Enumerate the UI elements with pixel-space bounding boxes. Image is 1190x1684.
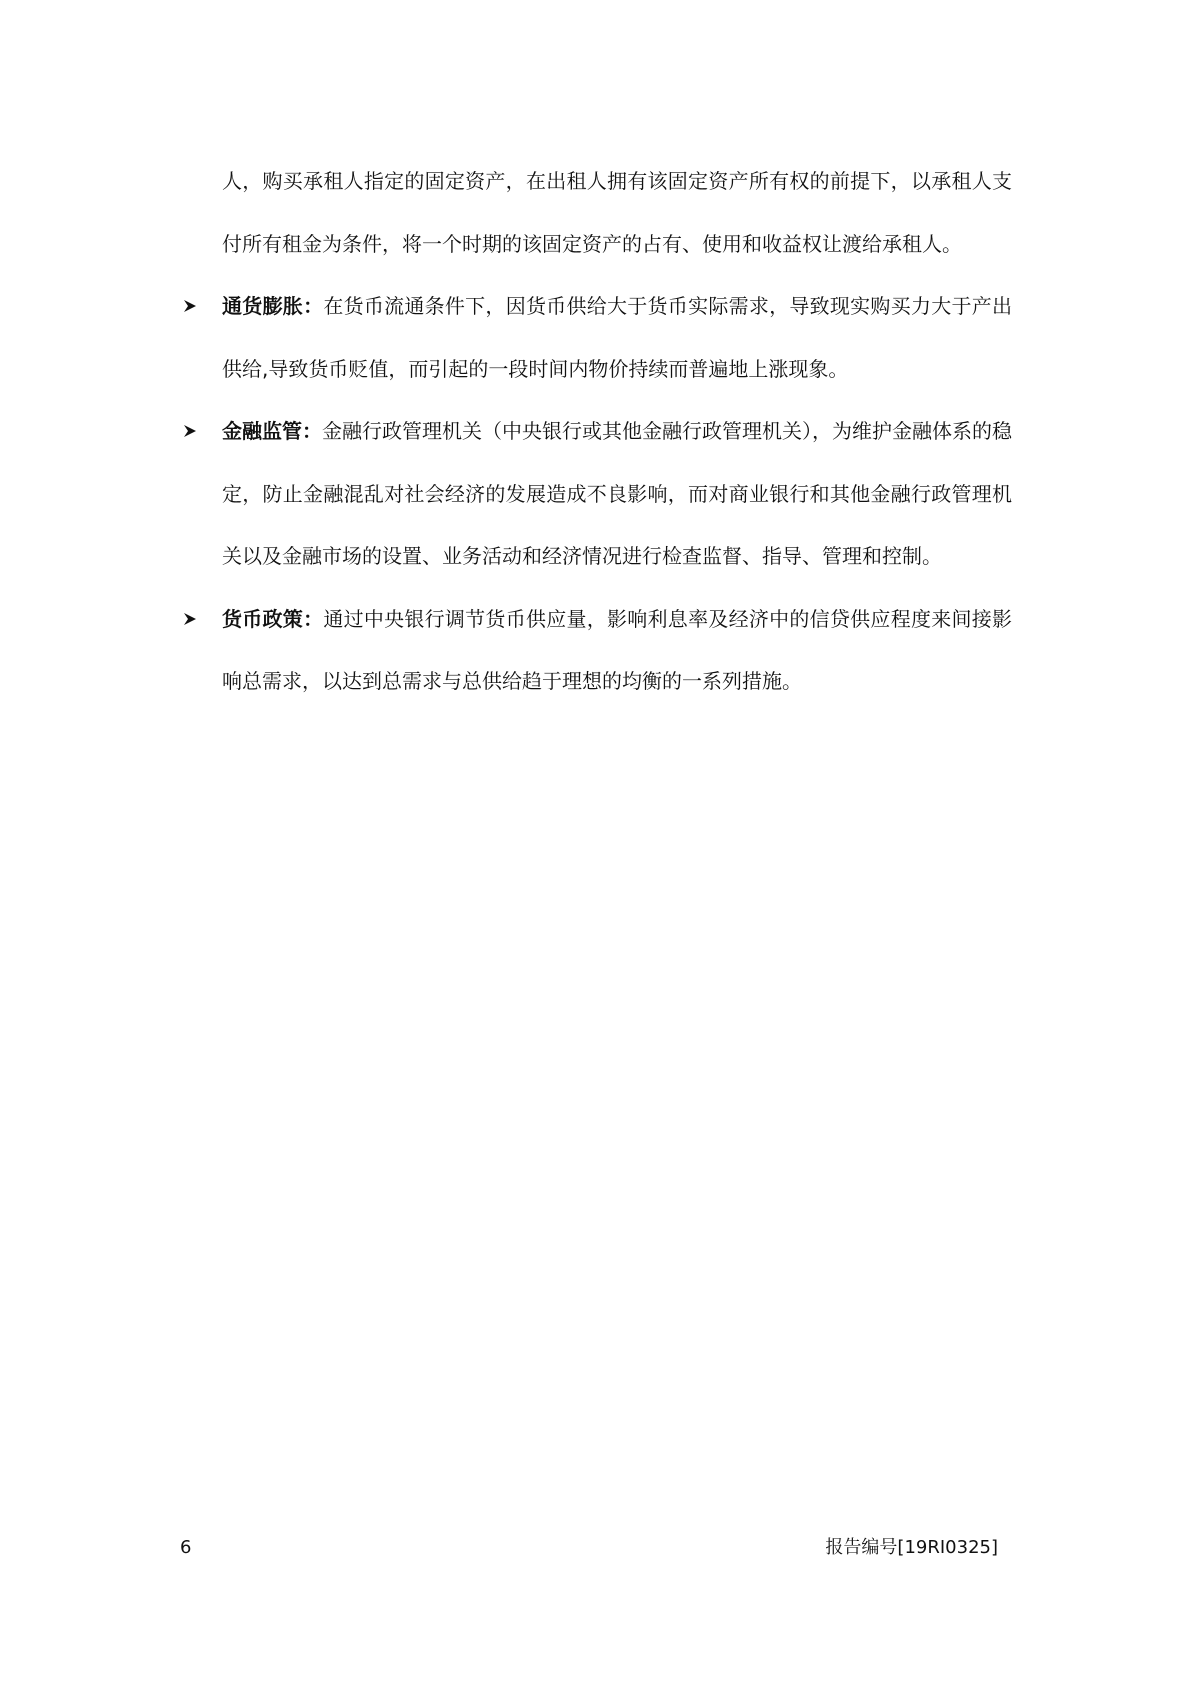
- definition-text: 金融行政管理机关（中央银行或其他金融行政管理机关），为维护金融体系的稳定，防止金融混乱对社会经济的发展造成不良影响，而对商业银行和其他金融行政管理机关以及金融市场的设置、业务活动和经济情况进行检查监督、指导、管理和控制。: [222, 419, 1012, 568]
- term-separator: ：: [303, 606, 324, 631]
- report-number: 报告编号[19RI0325]: [825, 1537, 998, 1558]
- definition-paragraph: [222, 400, 1012, 588]
- definition-item-inflation: [222, 275, 1012, 400]
- page-footer: [180, 1534, 998, 1562]
- continuation-paragraph: 人，购买承租人指定的固定资产，在出租人拥有该固定资产所有权的前提下，以承租人支付所有租金为条件，将一个时期的该固定资产的占有、使用和收益权让渡给承租人。: [222, 169, 1012, 256]
- definition-paragraph: [222, 588, 1012, 713]
- term-separator: ：: [302, 419, 322, 443]
- term-separator: ：: [303, 294, 324, 318]
- arrowhead-bullet-icon: [180, 588, 200, 651]
- definition-paragraph: [222, 275, 1012, 400]
- definition-item-financial-supervision: [222, 400, 1012, 588]
- arrowhead-bullet-icon: [180, 275, 200, 338]
- arrowhead-bullet-icon: [180, 400, 200, 463]
- definition-text: 在货币流通条件下，因货币供给大于货币实际需求，导致现实购买力大于产出供给,导致货币贬值，而引起的一段时间内物价持续而普遍地上涨现象。: [222, 294, 1013, 381]
- definition-item-monetary-policy: [222, 588, 1012, 713]
- definition-term: 货币政策: [222, 606, 304, 631]
- page-number: 6: [180, 1537, 192, 1558]
- definition-term: 金融监管: [222, 419, 302, 443]
- definition-text: 通过中央银行调节货币供应量，影响利息率及经济中的信贷供应程度来间接影响总需求，以达到总需求与总供给趋于理想的均衡的一系列措施。: [222, 606, 1013, 693]
- definition-term: 通货膨胀: [222, 294, 304, 318]
- document-body: [222, 150, 1012, 713]
